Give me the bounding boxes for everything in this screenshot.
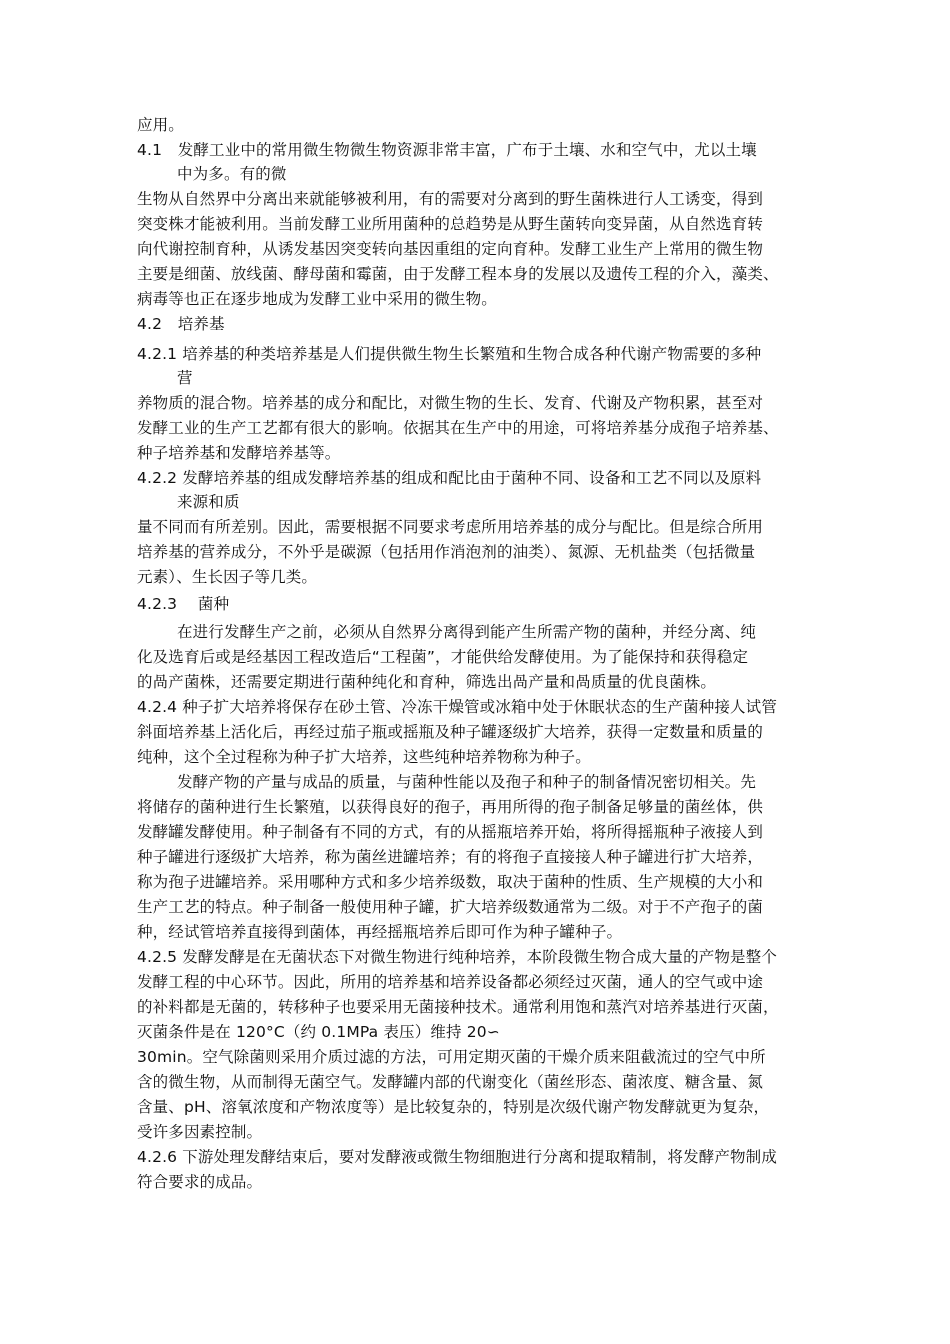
text-line: 的补料都是无菌的，转移种子也要采用无菌接种技术。通常利用饱和蒸汽对培养基进行灭菌， (137, 998, 779, 1016)
text-line: 生物从自然界中分离出来就能够被利用，有的需要对分离到的野生菌株进行人工诱变，得到 (137, 190, 764, 208)
text-line: 纯种，这个全过程称为种子扩大培养，这些纯种培养物称为种子。 (137, 748, 591, 766)
text-line: 发酵罐发酵使用。种子制备有不同的方式，有的从摇瓶培养开始，将所得摇瓶种子液接人到 (137, 823, 764, 841)
text-line: 量不同而有所差别。因此，需要根据不同要求考虑所用培养基的成分与配比。但是综合所用 (137, 518, 764, 536)
text-line: 主要是细菌、放线菌、酵母菌和霉菌，由于发酵工程本身的发展以及遗传工程的介入，藻类、 (137, 265, 779, 283)
section-heading: 4.1 发酵工业中的常用微生物微生物资源非常丰富，广布于土壤、水和空气中，尤以土壤 (137, 141, 757, 159)
text-line: 突变株才能被利用。当前发酵工业所用菌种的总趋势是从野生菌转向变异菌，从自然选育转 (137, 215, 764, 233)
text-line: 生产工艺的特点。种子制备一般使用种子罐，扩大培养级数通常为二级。对于不产孢子的菌 (137, 898, 764, 916)
text-line: 符合要求的成品。 (137, 1173, 263, 1191)
text-line: 斜面培养基上活化后，再经过茄子瓶或摇瓶及种子罐逐级扩大培养，获得一定数量和质量的 (137, 723, 764, 741)
section-heading: 4.2.4 种子扩大培养将保存在砂土管、冷冻干燥管或冰箱中处于休眠状态的生产菌种接人试管 (137, 698, 777, 716)
text-line: 含的微生物，从而制得无菌空气。发酵罐内部的代谢变化（菌丝形态、菌浓度、糖含量、氮 (137, 1073, 764, 1091)
text-line: 称为孢子进罐培养。采用哪种方式和多少培养级数，取决于菌种的性质、生产规模的大小和 (137, 873, 764, 891)
text-line: 30min。空气除菌则采用介质过滤的方法，可用定期灭菌的干燥介质来阻截流过的空气中所 (137, 1048, 766, 1066)
text-line: 种，经试管培养直接得到菌体，再经摇瓶培养后即可作为种子罐种子。 (137, 923, 623, 941)
text-line: 向代谢控制育种，从诱发基因突变转向基因重组的定向育种。发酵工业生产上常用的微生物 (137, 240, 764, 258)
section-heading: 4.2.3 菌种 (137, 595, 230, 613)
text-line: 养物质的混合物。培养基的成分和配比，对微生物的生长、发育、代谢及产物积累，甚至对 (137, 394, 764, 412)
section-heading: 4.2.1 培养基的种类培养基是人们提供微生物生长繁殖和生物合成各种代谢产物需要的多种 (137, 345, 762, 363)
text-line: 种子培养基和发酵培养基等。 (137, 444, 341, 462)
text-line: 发酵产物的产量与成品的质量，与菌种性能以及孢子和种子的制备情况密切相关。先 (177, 773, 757, 791)
text-line: 灭菌条件是在 120°C（约 0.1MPa 表压）维持 20∽ (137, 1023, 500, 1041)
text-line: 来源和质 (177, 493, 240, 511)
section-heading: 4.2.5 发酵发酵是在无菌状态下对微生物进行纯种培养，本阶段微生物合成大量的产物是整个 (137, 948, 777, 966)
text-line: 培养基的营养成分，不外乎是碳源（包括用作消泡剂的油类）、氮源、无机盐类（包括微量 (137, 543, 756, 561)
text-line: 的咼产菌株，还需要定期进行菌种纯化和育种，筛选出咼产量和咼质量的优良菌株。 (137, 673, 717, 691)
section-heading: 4.2.6 下游处理发酵结束后，要对发酵液或微生物细胞进行分离和提取精制，将发酵产物制成 (137, 1148, 777, 1166)
text-line: 在进行发酵生产之前，必须从自然界分离得到能产生所需产物的菌种，并经分离、纯 (177, 623, 757, 641)
section-heading: 4.2.2 发酵培养基的组成发酵培养基的组成和配比由于菌种不同、设备和工艺不同以及原料 (137, 469, 762, 487)
text-line: 元素）、生长因子等几类。 (137, 568, 318, 586)
section-heading: 4.2 培养基 (137, 315, 225, 333)
text-line: 受许多因素控制。 (137, 1123, 263, 1141)
text-line: 将储存的菌种进行生长繁殖，以获得良好的孢子，再用所得的孢子制备足够量的菌丝体，供 (137, 798, 764, 816)
text-line: 发酵工程的中心环节。因此，所用的培养基和培养设备都必须经过灭菌，通人的空气或中途 (137, 973, 764, 991)
text-line: 化及选育后或是经基因工程改造后“工程菌”，才能供给发酵使用。为了能保持和获得稳定 (137, 648, 749, 666)
text-line: 营 (177, 369, 193, 387)
text-line: 种子罐进行逐级扩大培养，称为菌丝进罐培养；有的将孢子直接接人种子罐进行扩大培养， (137, 848, 764, 866)
text-line: 应用。 (137, 116, 184, 134)
text-line: 中为多。有的微 (177, 165, 287, 183)
text-line: 发酵工业的生产工艺都有很大的影响。依据其在生产中的用途，可将培养基分成孢子培养基、 (137, 419, 779, 437)
text-line: 病毒等也正在逐步地成为发酵工业中采用的微生物。 (137, 290, 497, 308)
text-line: 含量、pH、溶氧浓度和产物浓度等）是比较复杂的，特别是次级代谢产物发酵就更为复杂， (137, 1098, 770, 1116)
